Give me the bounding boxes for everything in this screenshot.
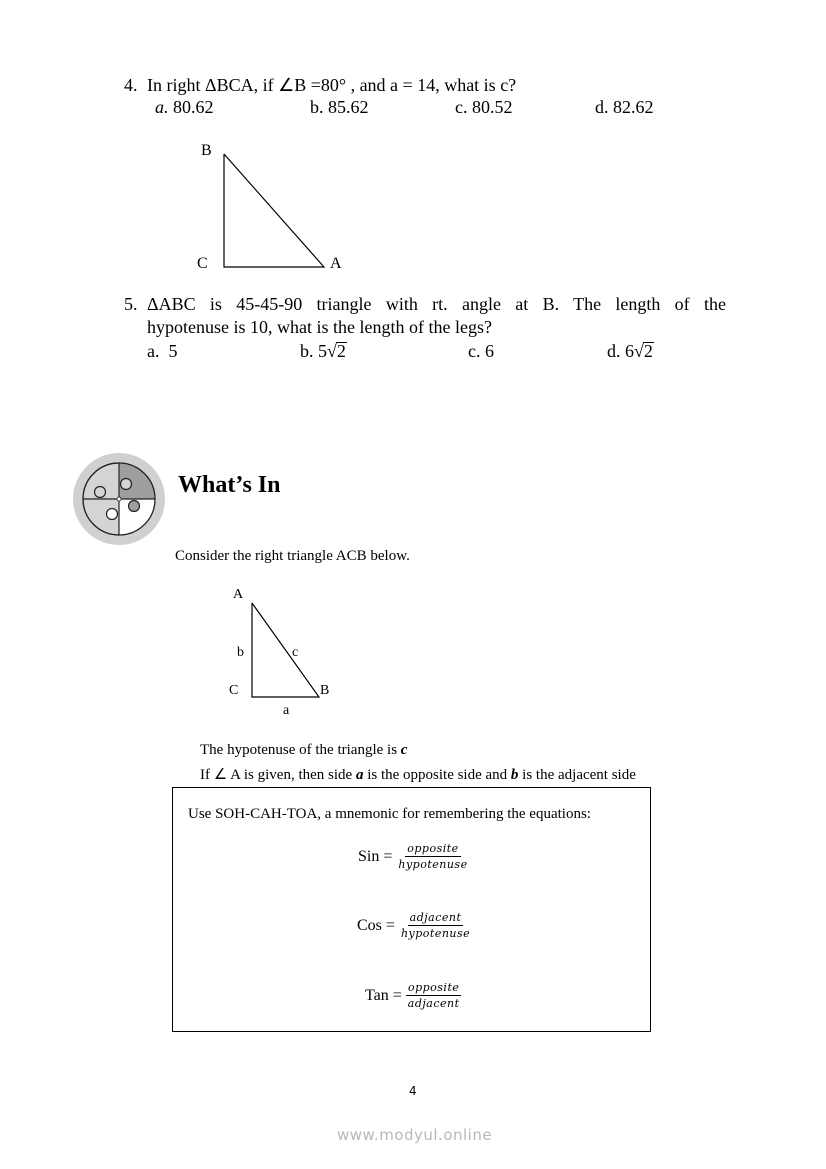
section-intro: Consider the right triangle ACB below. — [175, 548, 410, 564]
question-text: In right ΔBCA, if ∠B =80° , and a = 14, what is c? — [147, 75, 517, 95]
question-text-line1: ΔABC is 45-45-90 triangle with rt. angle at B. The length of the — [147, 294, 726, 314]
question-number: 4. — [124, 75, 138, 95]
option-c: c. 6 — [468, 341, 494, 361]
sqrt-symbol: √2 — [327, 341, 346, 361]
triangle-acb — [252, 603, 319, 697]
option-a: a. 80.62 — [155, 97, 214, 117]
option-b: b. 5√2 — [300, 341, 346, 361]
mnemonic-heading: Use SOH-CAH-TOA, a mnemonic for remembering the equations: — [188, 806, 591, 822]
opposite-adjacent-note: If ∠ A is given, then side a is the opposite side and b is the adjacent side — [200, 767, 636, 783]
vertex-label-c: C — [229, 683, 239, 698]
page-number: 4 — [409, 1084, 417, 1098]
vertex-label-a: A — [233, 587, 244, 602]
side-label-b: b — [237, 645, 244, 660]
fraction: $\frac{\text{adjacent}}{\text{hypotenuse}}$ — [400, 911, 471, 940]
fraction: $\frac{\text{opposite}}{\text{adjacent}}$ — [407, 981, 460, 1010]
watermark: www.modyul.online — [337, 1126, 493, 1144]
side-label-c: c — [292, 645, 299, 660]
vertex-label-a: A — [330, 255, 342, 272]
formula-cos: Cos = $\frac{\text{adjacent}}{\text{hypotenuse}}$ — [357, 911, 471, 940]
question-text-line2: hypotenuse is 10, what is the length of the legs? — [147, 317, 492, 337]
sqrt-symbol: √2 — [634, 341, 653, 361]
option-d: d. 6√2 — [607, 341, 653, 361]
vertex-label-b: B — [320, 683, 330, 698]
section-title: What’s In — [178, 472, 281, 498]
side-label-a: a — [283, 703, 290, 718]
question-number: 5. — [124, 294, 138, 314]
vertex-label-b: B — [201, 142, 212, 159]
option-a: a. 5 — [147, 341, 178, 361]
vertex-label-c: C — [197, 255, 208, 272]
formula-tan: Tan = $\frac{\text{opposite}}{\text{adjacent}}$ — [365, 981, 460, 1010]
option-b: b. 85.62 — [310, 97, 369, 117]
fraction: $\frac{\text{opposite}}{\text{hypotenuse}}$ — [398, 842, 468, 871]
formula-sin: Sin = $\frac{\text{opposite}}{\text{hypotenuse}}$ — [358, 842, 468, 871]
option-d: d. 82.62 — [595, 97, 654, 117]
option-c: c. 80.52 — [455, 97, 513, 117]
hypotenuse-note: The hypotenuse of the triangle is c — [200, 742, 408, 758]
